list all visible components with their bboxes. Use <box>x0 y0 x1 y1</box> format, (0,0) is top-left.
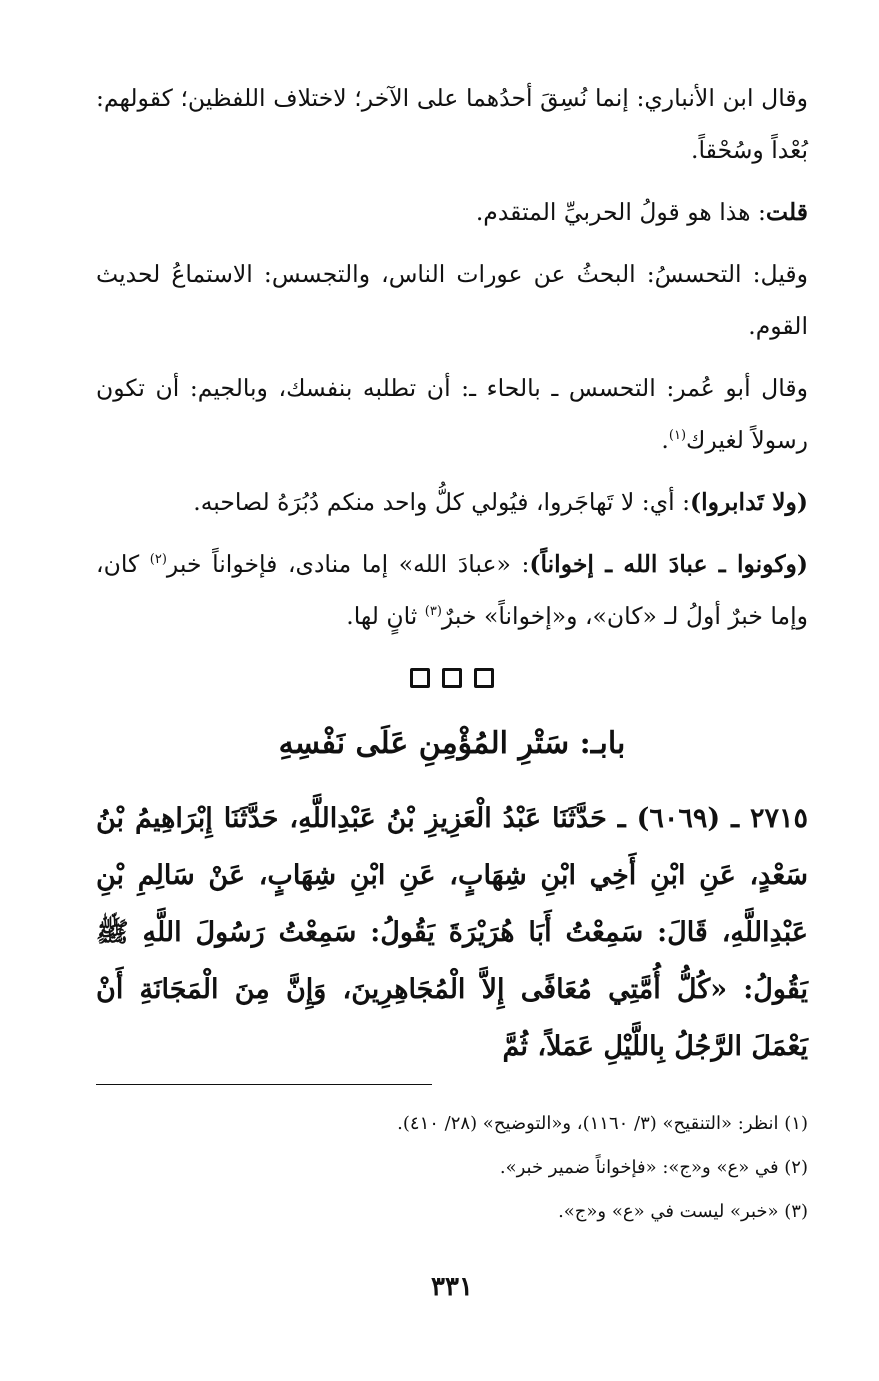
separator-box-icon <box>442 668 462 688</box>
paragraph-text: : هذا هو قولُ الحربيِّ المتقدم. <box>475 198 766 226</box>
footnotes-section <box>96 1102 808 1234</box>
section-separator <box>96 668 808 688</box>
footnote-ref-1[interactable]: (١) <box>668 428 687 444</box>
paragraph-text: : أي: لا تَهاجَروا، فيُولي كلُّ واحد منكم دُبُرَهُ لصاحبه. <box>193 488 691 516</box>
footnote-1: (١) انظر: «التنقيح» (٣/ ١١٦٠)، و«التوضيح» (٢٨/ ٤١٠). <box>397 1113 808 1134</box>
hadith-text: ٢٧١٥ ـ (٦٠٦٩) ـ حَدَّثَنَا عَبْدُ الْعَزِيزِ بْنُ عَبْدِاللَّهِ، حَدَّثَنَا إِبْرَاهِيمُ بْنُ سَعْدٍ، عَنِ ابْنِ أَخِي ابْنِ شِهَابٍ، عَنِ ابْنِ شِهَابٍ، عَنْ سَالِمِ بْنِ عَبْدِاللَّهِ، قَالَ: سَمِعْتُ أَبَا هُرَيْرَةَ يَقُولُ: سَمِعْتُ رَسُولَ اللَّهِ ﷺ يَقُولُ: «كُلُّ أُمَّتِي مُعَافًى إِلاَّ الْمُجَاهِرِينَ، وَإِنَّ مِنَ الْمَجَانَةِ أَنْ يَعْمَلَ الرَّجُلُ بِاللَّيْلِ عَمَلاً، ثُمَّ <box>96 803 808 1062</box>
paragraph-text: كان، وإما خبرٌ أولُ لـ «كان»، و«إخواناً» خبرٌ <box>96 550 808 630</box>
footnote-divider <box>96 1084 432 1085</box>
paragraph-lead: قلت <box>765 198 808 226</box>
footnote-ref-3[interactable]: (٣) <box>424 604 442 620</box>
paragraph-text: وقيل: التحسسُ: البحثُ عن عورات الناس، والتجسس: الاستماعُ لحديث القوم. <box>96 260 808 340</box>
footnote-3: (٣) «خبر» ليست في «ع» و«ج». <box>558 1201 808 1222</box>
paragraph-text: : «عبادَ الله» إما منادى، فإخواناً خبر <box>166 550 530 578</box>
separator-box-icon <box>410 668 430 688</box>
paragraph-lead: (وكونوا ـ عبادَ الله ـ إخواناً) <box>529 550 808 578</box>
separator-box-icon <box>474 668 494 688</box>
paragraph-lead: (ولا تَدابروا) <box>690 488 808 516</box>
paragraph-text-end: . <box>661 426 669 454</box>
paragraph-text: وقال أبو عُمر: التحسس ـ بالحاء ـ: أن تطلبه بنفسك، وبالجيم: أن تكون رسولاً لغيرك <box>96 374 808 454</box>
paragraph-ibn-al-anbari <box>96 72 808 176</box>
chapter-title: بابـ: سَتْرِ المُؤْمِنِ عَلَى نَفْسِهِ <box>278 726 626 761</box>
paragraph-qultu <box>96 186 808 238</box>
paragraph-tahassus <box>96 248 808 352</box>
paragraph-abu-umar <box>96 362 808 466</box>
book-page <box>96 72 808 1362</box>
paragraph-text: وقال ابن الأنباري: إنما نُسِقَ أحدُهما على الآخر؛ لاختلاف اللفظين؛ كقولهم: بُعْداً وسُحْقاً. <box>96 84 808 164</box>
paragraph-la-tadabaru <box>96 476 808 528</box>
paragraph-kunu-ikhwanan <box>96 538 808 642</box>
footnote-2: (٢) في «ع» و«ج»: «فإخواناً ضمير خبر». <box>499 1157 808 1178</box>
paragraph-text: ثانٍ لها. <box>346 602 425 630</box>
footnote-ref-2[interactable]: (٢) <box>149 552 167 568</box>
page-number: ٣٣١ <box>431 1272 473 1302</box>
